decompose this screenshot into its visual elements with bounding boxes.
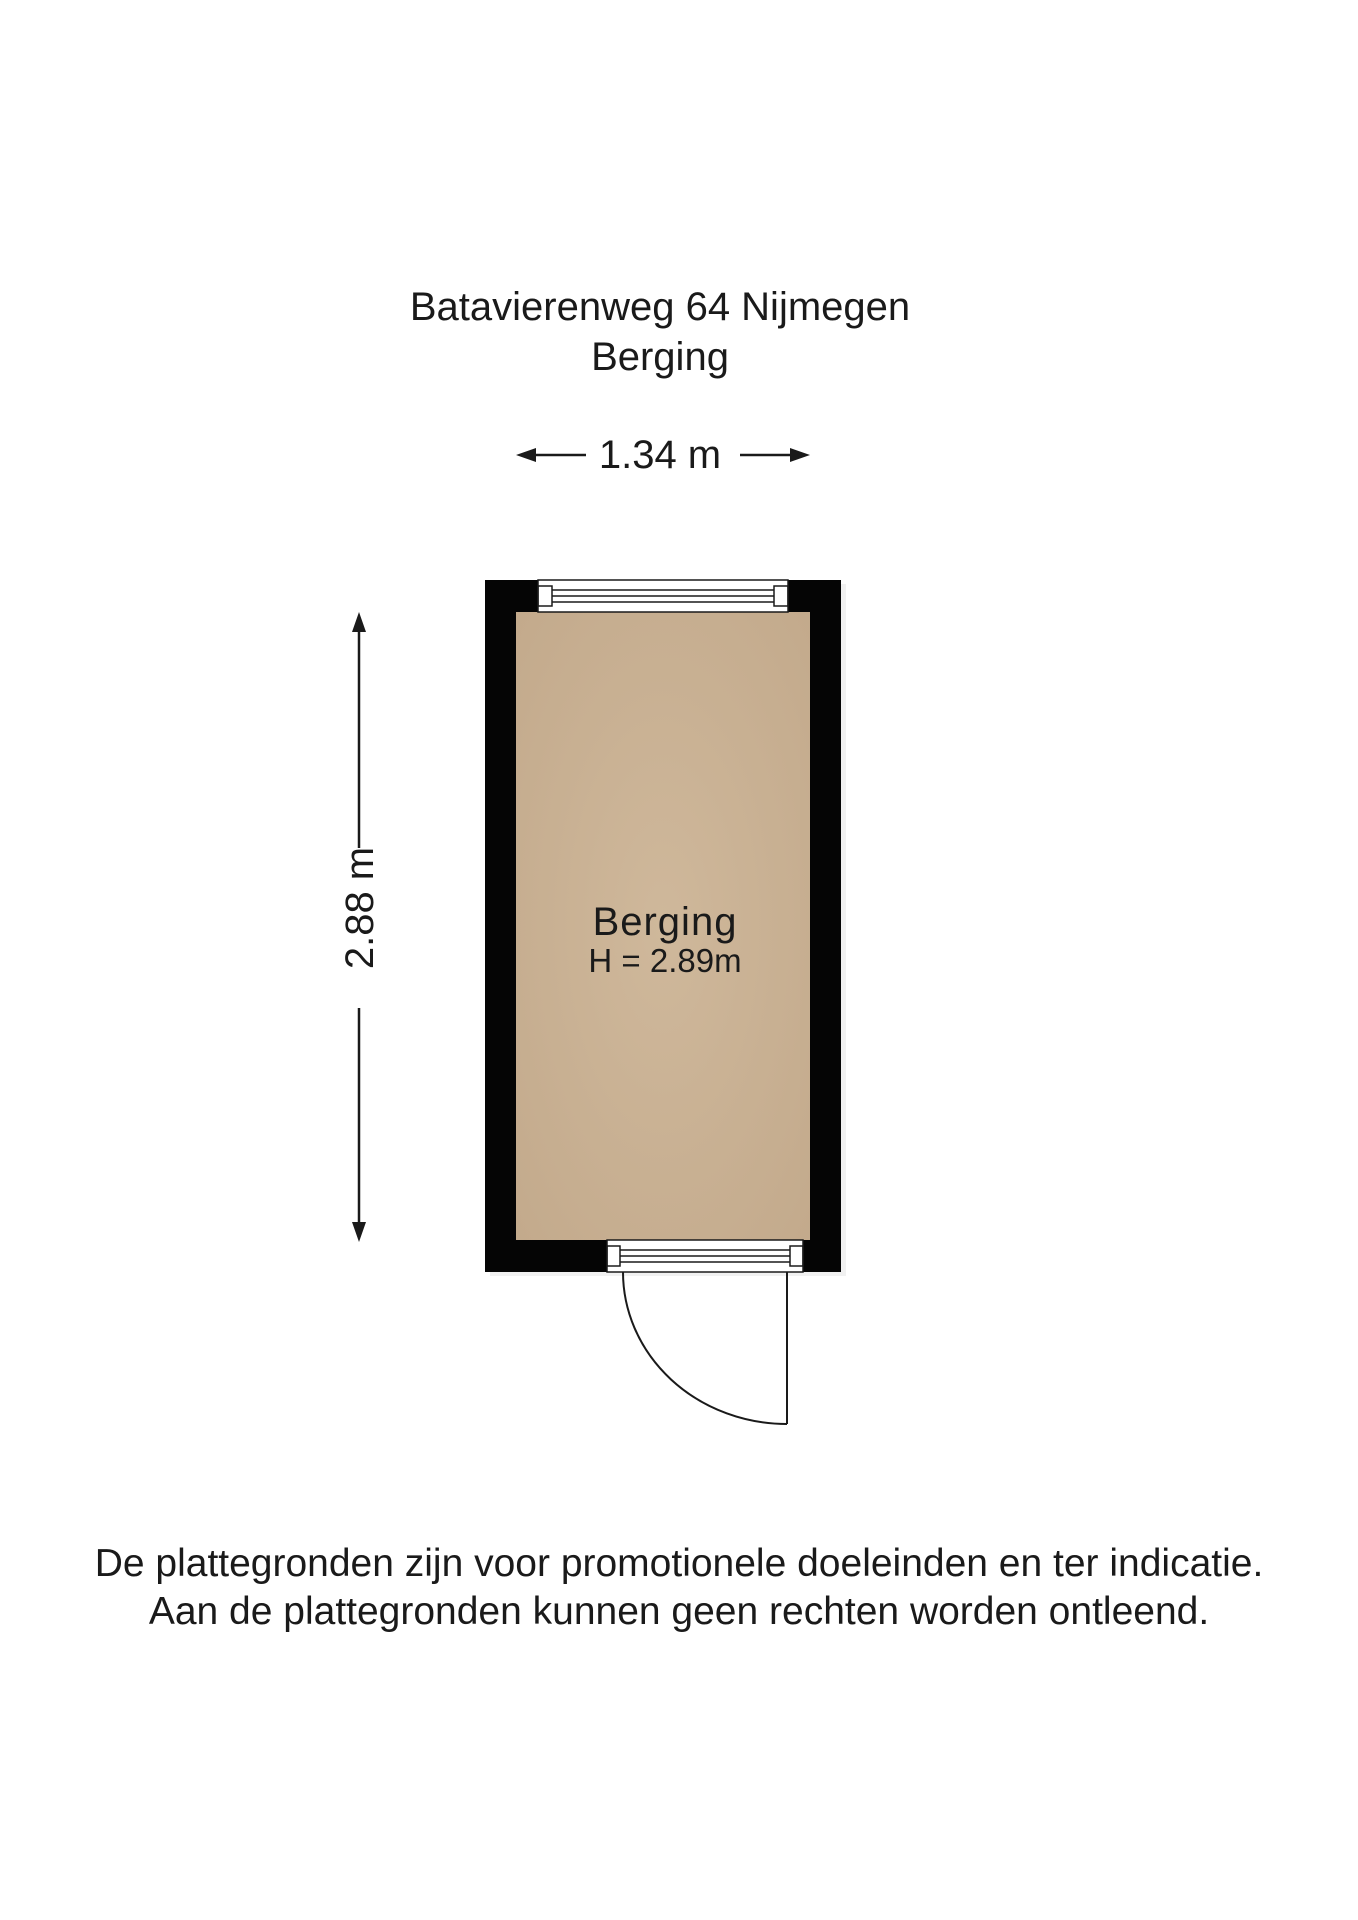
plan-subtitle: Berging xyxy=(591,335,729,379)
door-bottom xyxy=(607,1240,803,1424)
length-dimension-arrow-bottom xyxy=(352,1222,366,1242)
disclaimer-line-1: De plattegronden zijn voor promotionele doeleinden en ter indicatie. xyxy=(94,1542,1264,1585)
room-label: Berging xyxy=(592,900,738,944)
plan-address: Batavierenweg 64 Nijmegen xyxy=(409,285,911,329)
window-top xyxy=(538,580,788,612)
width-dimension-label: 1.34 m xyxy=(598,433,722,477)
door-swing-arc xyxy=(623,1272,787,1424)
room-height-label: H = 2.89m xyxy=(588,942,742,979)
width-dimension-arrow-right xyxy=(790,448,810,462)
length-dimension-label: 2.88 m xyxy=(338,846,382,970)
length-dimension-arrow-top xyxy=(352,612,366,632)
disclaimer xyxy=(0,1540,1358,1636)
width-dimension-arrow-left xyxy=(516,448,536,462)
disclaimer-line-2: Aan de plattegronden kunnen geen rechten worden ontleend. xyxy=(148,1590,1210,1633)
